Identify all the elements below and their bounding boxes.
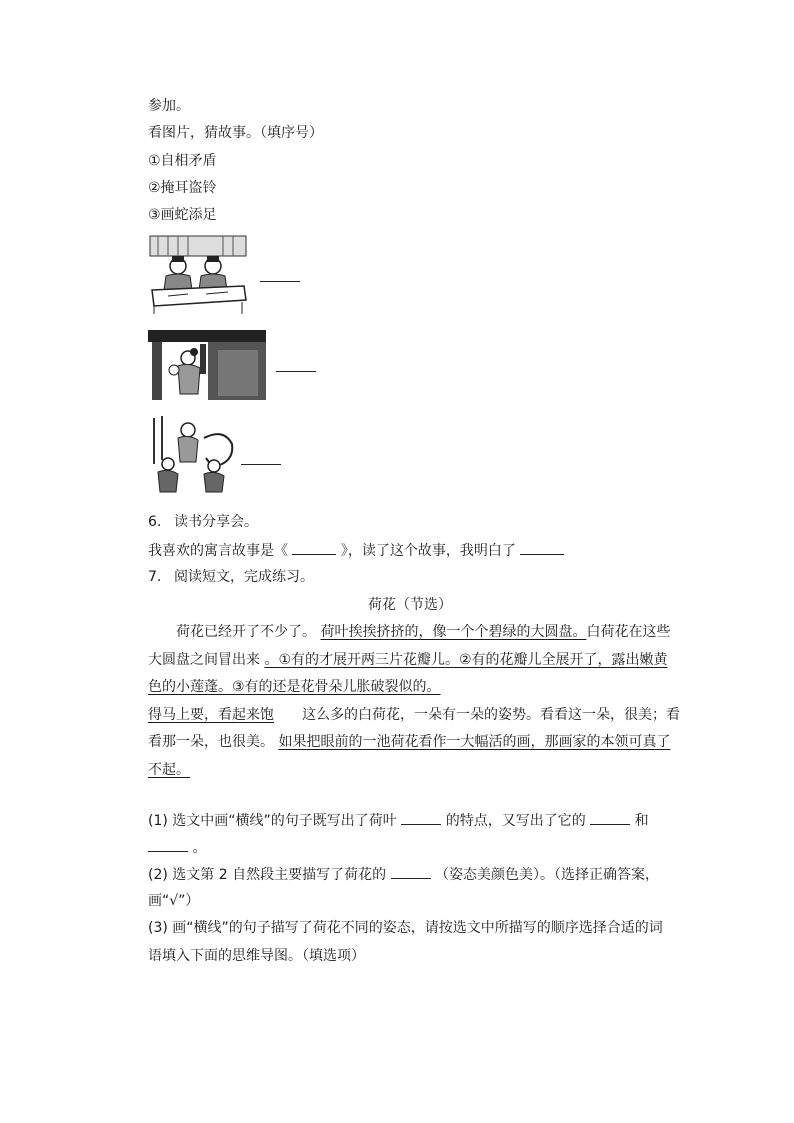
subquestion-3-line-1: (3) 画“横线”的句子描写了荷花不同的姿态，请按选文中所描写的顺序选择合适的词 — [148, 920, 663, 936]
underlined-sentence: 得马上要，看起来饱 — [148, 707, 274, 723]
subquestion-1-text: 。 — [192, 840, 207, 856]
passage-line-4 — [148, 705, 680, 725]
underlined-sentence: 色的小莲蓬。③有的还是花骨朵儿胀破裂似的。 — [148, 679, 441, 695]
question-7-heading — [148, 567, 314, 587]
passage-text: 这么多的白荷花，一朵有一朵的姿势。看看这一朵，很美；看 — [302, 707, 680, 723]
lesson-learned-blank[interactable] — [520, 540, 564, 555]
underlined-sentence: 不起。 — [148, 762, 190, 778]
leaf-trait-blank-1[interactable] — [590, 810, 630, 825]
illustration-3 — [148, 414, 238, 494]
subquestion-2-text: (2) 选文第 2 自然段主要描写了荷花的 — [148, 867, 387, 883]
passage-title: 荷花（节选） — [368, 597, 452, 613]
illustration-1 — [148, 234, 248, 314]
option-1: ①自相矛盾 — [148, 153, 217, 169]
continuation-text: 参加。 — [148, 98, 190, 114]
leaf-trait-blank-2[interactable] — [148, 837, 188, 852]
subquestion-3-line-2: 语填入下面的思维导图。（填选项） — [148, 948, 365, 964]
leaf-feature-blank[interactable] — [401, 810, 441, 825]
favorite-story-blank[interactable] — [292, 540, 336, 555]
answer-blank-3[interactable] — [241, 464, 281, 465]
question-6-text-b: 》，读了这个故事，我明白了 — [340, 543, 516, 559]
question-6-heading — [148, 512, 258, 532]
subquestion-2-line-2: 画“√”） — [148, 893, 200, 909]
question-6-title: 读书分享会。 — [174, 514, 258, 530]
subquestion-2-line-1 — [148, 864, 659, 885]
question-7-number: 7. — [148, 569, 162, 585]
subquestion-1-line-1 — [148, 810, 649, 831]
subquestion-1-text: 的特点，又写出了它的 — [445, 813, 586, 829]
underlined-sentence: 荷叶挨挨挤挤的，像一个个碧绿的大圆盘。 — [320, 624, 587, 640]
passage-text: 荷花已经开了不少了。 — [176, 624, 316, 640]
illustration-2 — [148, 324, 266, 400]
underlined-sentence: 。①有的才展开两三片花瓣儿。②有的花瓣儿全展开了，露出嫩黄 — [264, 652, 668, 668]
passage-text: 白荷花在这些 — [586, 624, 671, 640]
question-6-text-a: 我喜欢的寓言故事是《 — [148, 543, 288, 559]
answer-blank-2[interactable] — [276, 371, 316, 372]
picture-question-instruction: 看图片，猜故事。（填序号） — [148, 125, 323, 141]
subquestion-1-line-2 — [148, 837, 206, 858]
passage-line-3 — [148, 677, 441, 697]
question-6-number: 6. — [148, 514, 162, 530]
answer-blank-1[interactable] — [260, 281, 300, 282]
subquestion-1-text: (1) 选文中画“横线”的句子既写出了荷叶 — [148, 813, 397, 829]
passage-line-5 — [148, 732, 670, 752]
option-3: ③画蛇添足 — [148, 207, 217, 223]
passage-line-2 — [148, 650, 668, 670]
subquestion-1-text: 和 — [634, 813, 649, 829]
passage-line-1 — [176, 622, 670, 642]
question-7-title: 阅读短文，完成练习。 — [174, 569, 314, 585]
option-2: ②掩耳盗铃 — [148, 180, 217, 196]
passage-text: 大圆盘之间冒出来 — [148, 652, 260, 668]
subquestion-2-text: （姿态美颜色美）。（选择正确答案， — [435, 867, 659, 883]
question-6-line — [148, 540, 564, 561]
passage-line-6 — [148, 760, 190, 780]
beauty-type-blank[interactable] — [391, 864, 431, 879]
underlined-sentence: 如果把眼前的一池荷花看作一大幅活的画，那画家的本领可真了 — [278, 734, 671, 750]
passage-text: 看那一朵，也很美。 — [148, 734, 274, 750]
